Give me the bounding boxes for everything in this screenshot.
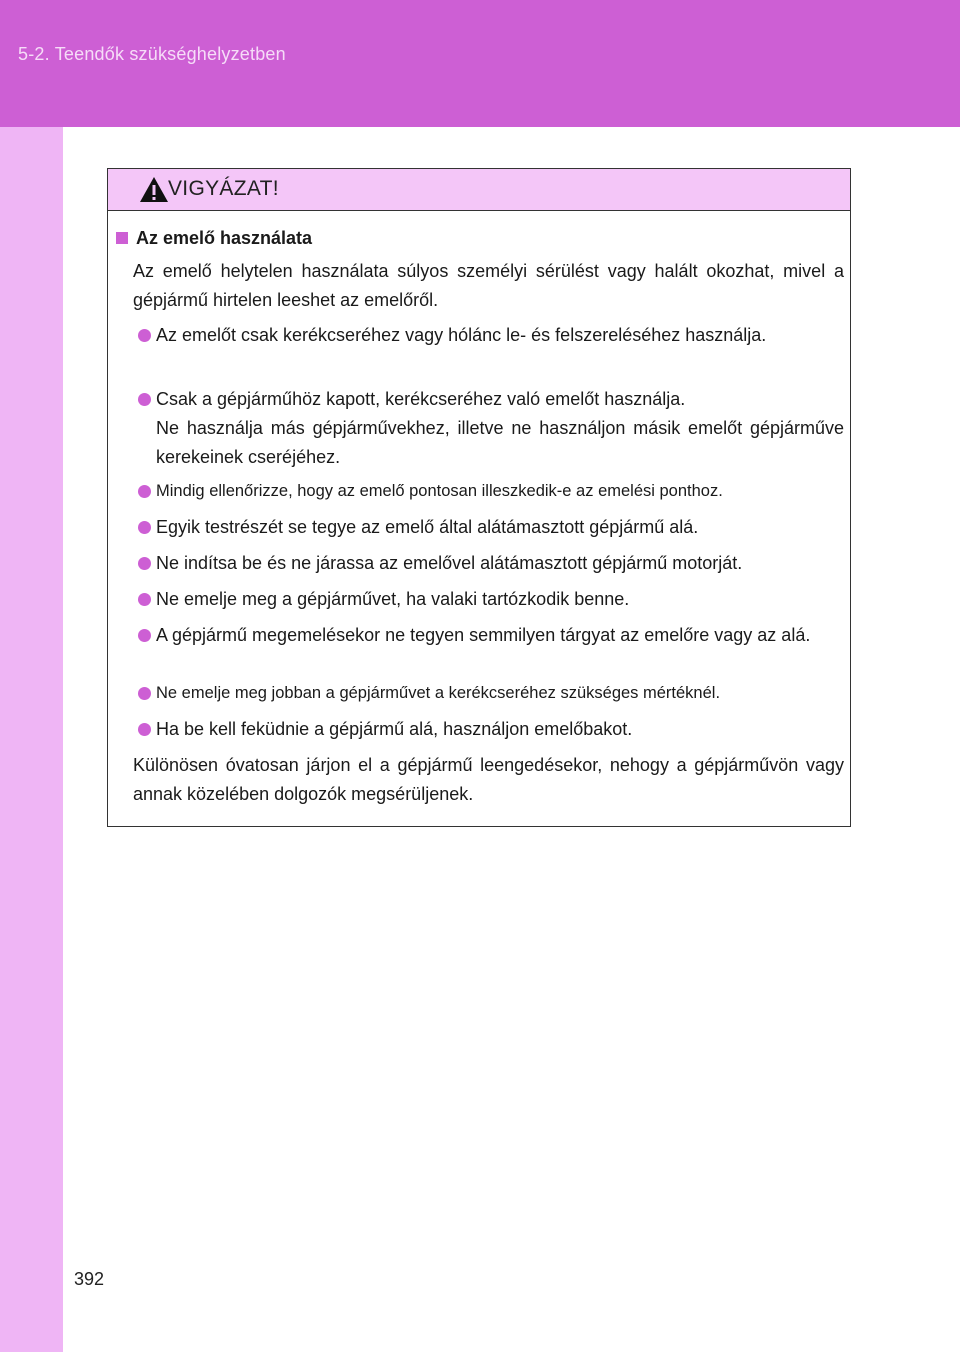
bullet-icon (138, 521, 151, 534)
list-item: A gépjármű megemelésekor ne tegyen semmilyen tárgyat az emelőre vagy az alá. (133, 621, 844, 650)
list-item: Ne emelje meg a gépjárművet, ha valaki tartózkodik benne. (133, 585, 844, 614)
bullet-icon (138, 393, 151, 406)
outro-paragraph: Különösen óvatosan járjon el a gépjármű leengedésekor, nehogy a gépjárművön vagy annak közelében dolgozók megsérüljenek. (133, 755, 844, 804)
list-item: Ne emelje meg jobban a gépjárművet a kerékcseréhez szükséges mértéknél. (133, 679, 844, 708)
list-item: Az emelőt csak kerékcseréhez vagy hólánc le- és felszereléséhez használja. (133, 321, 844, 350)
caution-header (108, 169, 850, 211)
bullet-icon (138, 557, 151, 570)
list-item: Csak a gépjárműhöz kapott, kerékcseréhez való emelőt használja. Ne használja más gépjárművekhez, illetve ne használjon másik emelőt gépjárműve kerekeinek cseréjéhez. (133, 385, 844, 472)
intro-paragraph: Az emelő helytelen használata súlyos személyi sérülést vagy halált okozhat, mivel a gépjármű hirtelen leeshet az emelőről. (133, 261, 844, 310)
section-heading (116, 228, 312, 249)
list-item: Ha be kell feküdnie a gépjármű alá, használjon emelőbakot. (133, 715, 844, 744)
bullet-icon (138, 687, 151, 700)
list-item: Ne indítsa be és ne járassa az emelővel alátámasztott gépjármű motorját. (133, 549, 844, 578)
bullet-icon (138, 593, 151, 606)
warning-icon (138, 175, 170, 204)
caution-title: VIGYÁZAT! (168, 177, 279, 200)
list-item: Mindig ellenőrizze, hogy az emelő pontosan illeszkedik-e az emelési ponthoz. (133, 477, 844, 506)
bullet-icon (138, 329, 151, 342)
square-bullet-icon (116, 232, 128, 244)
caution-box (107, 168, 851, 827)
list-item: Egyik testrészét se tegye az emelő által alátámasztott gépjármű alá. (133, 513, 844, 542)
bullet-icon (138, 485, 151, 498)
side-band (0, 127, 63, 1352)
bullet-icon (138, 723, 151, 736)
bullet-icon (138, 629, 151, 642)
section-heading-text: Az emelő használata (136, 228, 313, 248)
page-header (0, 0, 960, 127)
breadcrumb: 5-2. Teendők szükséghelyzetben (18, 44, 286, 64)
page-number: 392 (74, 1269, 105, 1289)
